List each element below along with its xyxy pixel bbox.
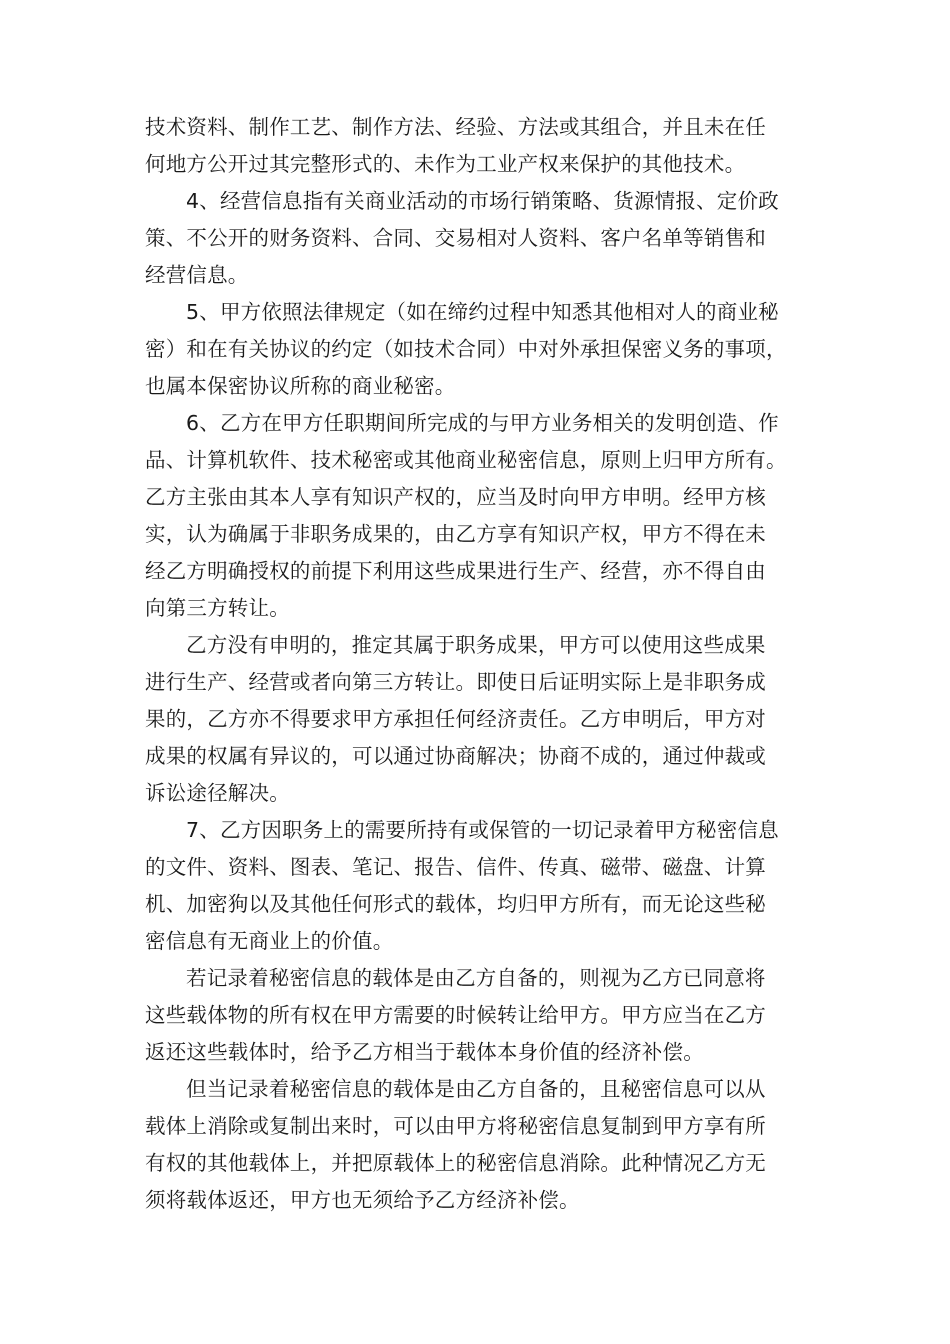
- text-line: 经乙方明确授权的前提下利用这些成果进行生产、经营，亦不得自由: [145, 559, 766, 583]
- text-line: 策、不公开的财务资料、合同、交易相对人资料、客户名单等销售和: [145, 226, 766, 250]
- text-line: 这些载体物的所有权在甲方需要的时候转让给甲方。甲方应当在乙方: [145, 1003, 766, 1027]
- text-line: 经营信息。: [145, 263, 249, 287]
- text-line: 密信息有无商业上的价值。: [145, 929, 394, 953]
- text-line: 乙方没有申明的，推定其属于职务成果，甲方可以使用这些成果: [186, 633, 766, 657]
- text-line: 何地方公开过其完整形式的、未作为工业产权来保护的其他技术。: [145, 152, 746, 176]
- text-line: 若记录着秘密信息的载体是由乙方自备的，则视为乙方已同意将: [186, 966, 766, 990]
- text-line: 4、经营信息指有关商业活动的市场行销策略、货源情报、定价政: [186, 189, 779, 213]
- text-line: 品、计算机软件、技术秘密或其他商业秘密信息，原则上归甲方所有。: [145, 448, 787, 472]
- text-line: 实，认为确属于非职务成果的，由乙方享有知识产权，甲方不得在未: [145, 522, 766, 546]
- text-line: 但当记录着秘密信息的载体是由乙方自备的，且秘密信息可以从: [186, 1077, 766, 1101]
- text-line: 有权的其他载体上，并把原载体上的秘密信息消除。此种情况乙方无: [145, 1151, 766, 1175]
- text-line: 6、乙方在甲方任职期间所完成的与甲方业务相关的发明创造、作: [186, 411, 779, 435]
- text-line: 须将载体返还，甲方也无须给予乙方经济补偿。: [145, 1188, 580, 1212]
- text-line: 技术资料、制作工艺、制作方法、经验、方法或其组合，并且未在任: [145, 115, 766, 139]
- text-line: 诉讼途径解决。: [145, 781, 290, 805]
- text-line: 的文件、资料、图表、笔记、报告、信件、传真、磁带、磁盘、计算: [145, 855, 766, 879]
- text-line: 向第三方转让。: [145, 596, 290, 620]
- text-line: 进行生产、经营或者向第三方转让。即使日后证明实际上是非职务成: [145, 670, 766, 694]
- text-line: 7、乙方因职务上的需要所持有或保管的一切记录着甲方秘密信息: [186, 818, 779, 842]
- document-body: [145, 109, 810, 1219]
- text-line: 返还这些载体时，给予乙方相当于载体本身价值的经济补偿。: [145, 1040, 704, 1064]
- text-line: 也属本保密协议所称的商业秘密。: [145, 374, 456, 398]
- text-line: 密）和在有关协议的约定（如技术合同）中对外承担保密义务的事项，: [145, 337, 787, 361]
- text-line: 果的，乙方亦不得要求甲方承担任何经济责任。乙方申明后，甲方对: [145, 707, 766, 731]
- text-line: 5、甲方依照法律规定（如在缔约过程中知悉其他相对人的商业秘: [186, 300, 779, 324]
- text-line: 机、加密狗以及其他任何形式的载体，均归甲方所有，而无论这些秘: [145, 892, 766, 916]
- text-line: 载体上消除或复制出来时，可以由甲方将秘密信息复制到甲方享有所: [145, 1114, 766, 1138]
- text-line: 成果的权属有异议的，可以通过协商解决；协商不成的，通过仲裁或: [145, 744, 766, 768]
- text-line: 乙方主张由其本人享有知识产权的，应当及时向甲方申明。经甲方核: [145, 485, 766, 509]
